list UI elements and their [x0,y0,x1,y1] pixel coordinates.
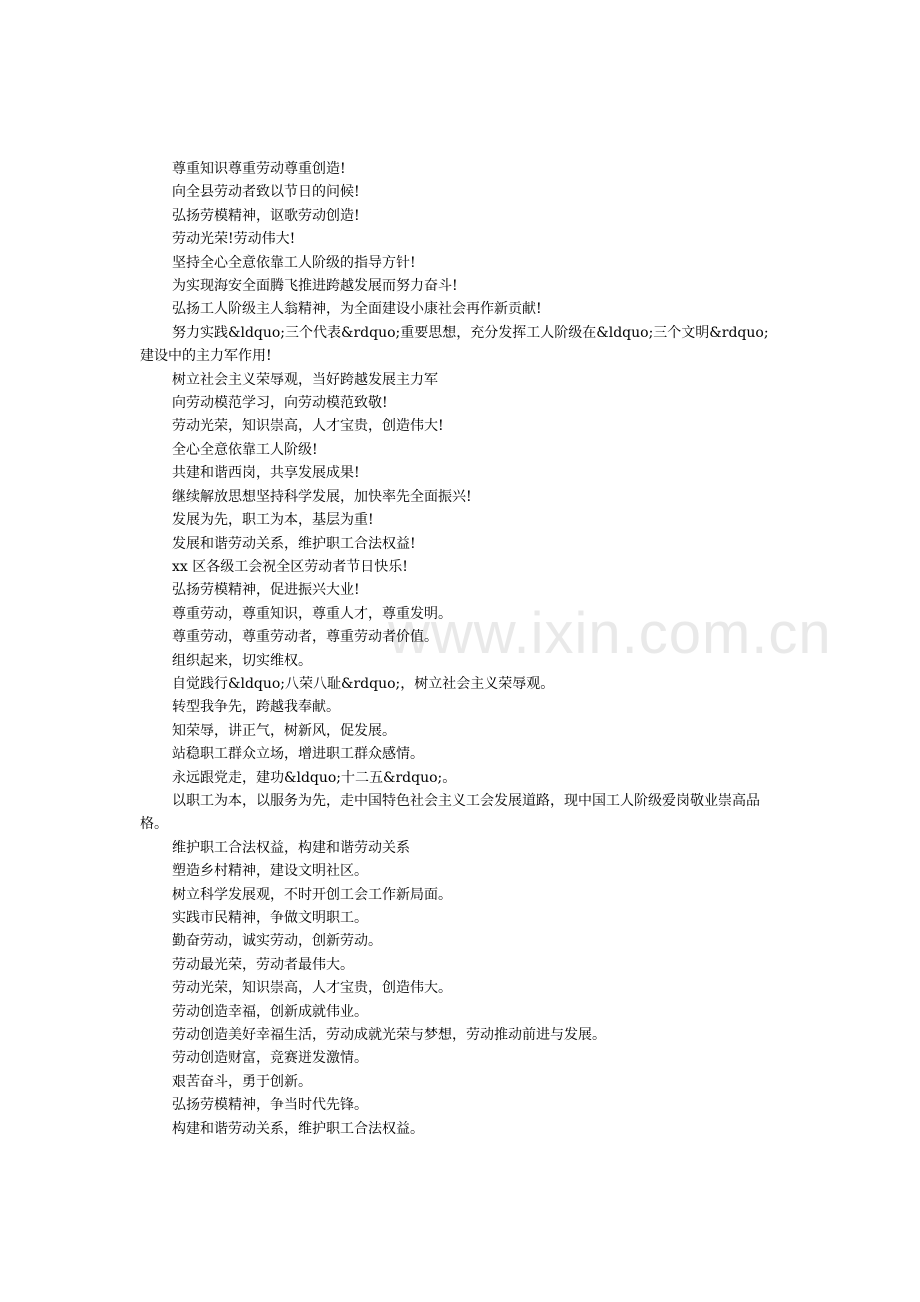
text-line: 树立社会主义荣辱观，当好跨越发展主力军 [172,371,438,388]
text-line: 弘扬工人阶级主人翁精神，为全面建设小康社会再作新贡献! [172,301,542,318]
text-line: 尊重知识尊重劳动尊重创造! [172,161,346,177]
watermark: www.ixin.com.cn [388,601,832,666]
text-line: 劳动光荣!劳动伟大! [172,231,296,248]
text-line: 弘扬劳模精神，促进振兴大业! [172,582,360,599]
text-line: 树立科学发展观，不时开创工会工作新局面。 [172,886,452,903]
text-line: 劳动光荣，知识崇高，人才宝贵，创造伟大! [172,418,444,435]
text-line: 劳动光荣，知识崇高，人才宝贵，创造伟大。 [172,980,452,997]
text-line: 向劳动模范学习，向劳动模范致敬! [172,395,388,412]
text-line: 发展和谐劳动关系，维护职工合法权益! [172,535,416,552]
text-line: 知荣辱，讲正气，树新风，促发展。 [172,722,396,739]
text-line: 艰苦奋斗，勇于创新。 [172,1073,312,1090]
text-line: 塑造乡村精神，建设文明社区。 [172,863,368,880]
text-line: 发展为先，职工为本，基层为重! [172,512,374,529]
text-line: 自觉践行&ldquo;八荣八耻&rdquo;，树立社会主义荣辱观。 [172,675,555,692]
text-line: 为实现海安全面腾飞推进跨越发展而努力奋斗! [172,278,458,295]
text-line: 勤奋劳动，诚实劳动，创新劳动。 [172,933,382,950]
text-line: 维护职工合法权益，构建和谐劳动关系 [172,839,410,856]
text-line: 弘扬劳模精神，争当时代先锋。 [172,1097,368,1114]
text-line: 尊重劳动，尊重知识，尊重人才，尊重发明。 [172,605,452,622]
text-line: 劳动创造幸福，创新成就伟业。 [172,1003,368,1020]
text-line: 实践市民精神，争做文明职工。 [172,910,368,926]
text-line: 尊重劳动，尊重劳动者，尊重劳动者价值。 [172,629,438,646]
text-line: 弘扬劳模精神，讴歌劳动创造! [172,207,360,224]
text-line: xx 区各级工会祝全区劳动者节日快乐! [172,558,408,575]
text-line: 共建和谐西岗，共享发展成果! [172,465,360,482]
text-line: 坚持全心全意依靠工人阶级的指导方针! [172,254,416,271]
text-line: 努力实践&ldquo;三个代表&rdquo;重要思想，充分发挥工人阶级在&ldquo;三个文明&rdquo;建设中的主力军作用! [140,324,769,365]
text-line: 站稳职工群众立场，增进职工群众感情。 [172,746,424,763]
text-line: 向全县劳动者致以节日的问候! [172,184,360,201]
document-body [140,158,782,1141]
text-line: 组织起来，切实维权。 [172,652,312,669]
text-line: 劳动创造美好幸福生活，劳动成就光荣与梦想，劳动推动前进与发展。 [172,1027,606,1044]
text-line: 转型我争先，跨越我奉献。 [172,699,340,716]
text-line: 继续解放思想坚持科学发展，加快率先全面振兴! [172,488,472,505]
text-line: 永远跟党走，建功&ldquo;十二五&rdquo;。 [172,769,457,786]
text-line: 全心全意依靠工人阶级! [172,441,318,458]
text-line: 劳动创造财富，竞赛迸发激情。 [172,1050,368,1067]
text-line: 劳动最光荣，劳动者最伟大。 [172,956,354,973]
text-line: 构建和谐劳动关系，维护职工合法权益。 [172,1120,424,1137]
text-line: 以职工为本，以服务为先，走中国特色社会主义工会发展道路，现中国工人阶级爱岗敬业崇高品格。 [140,792,760,833]
